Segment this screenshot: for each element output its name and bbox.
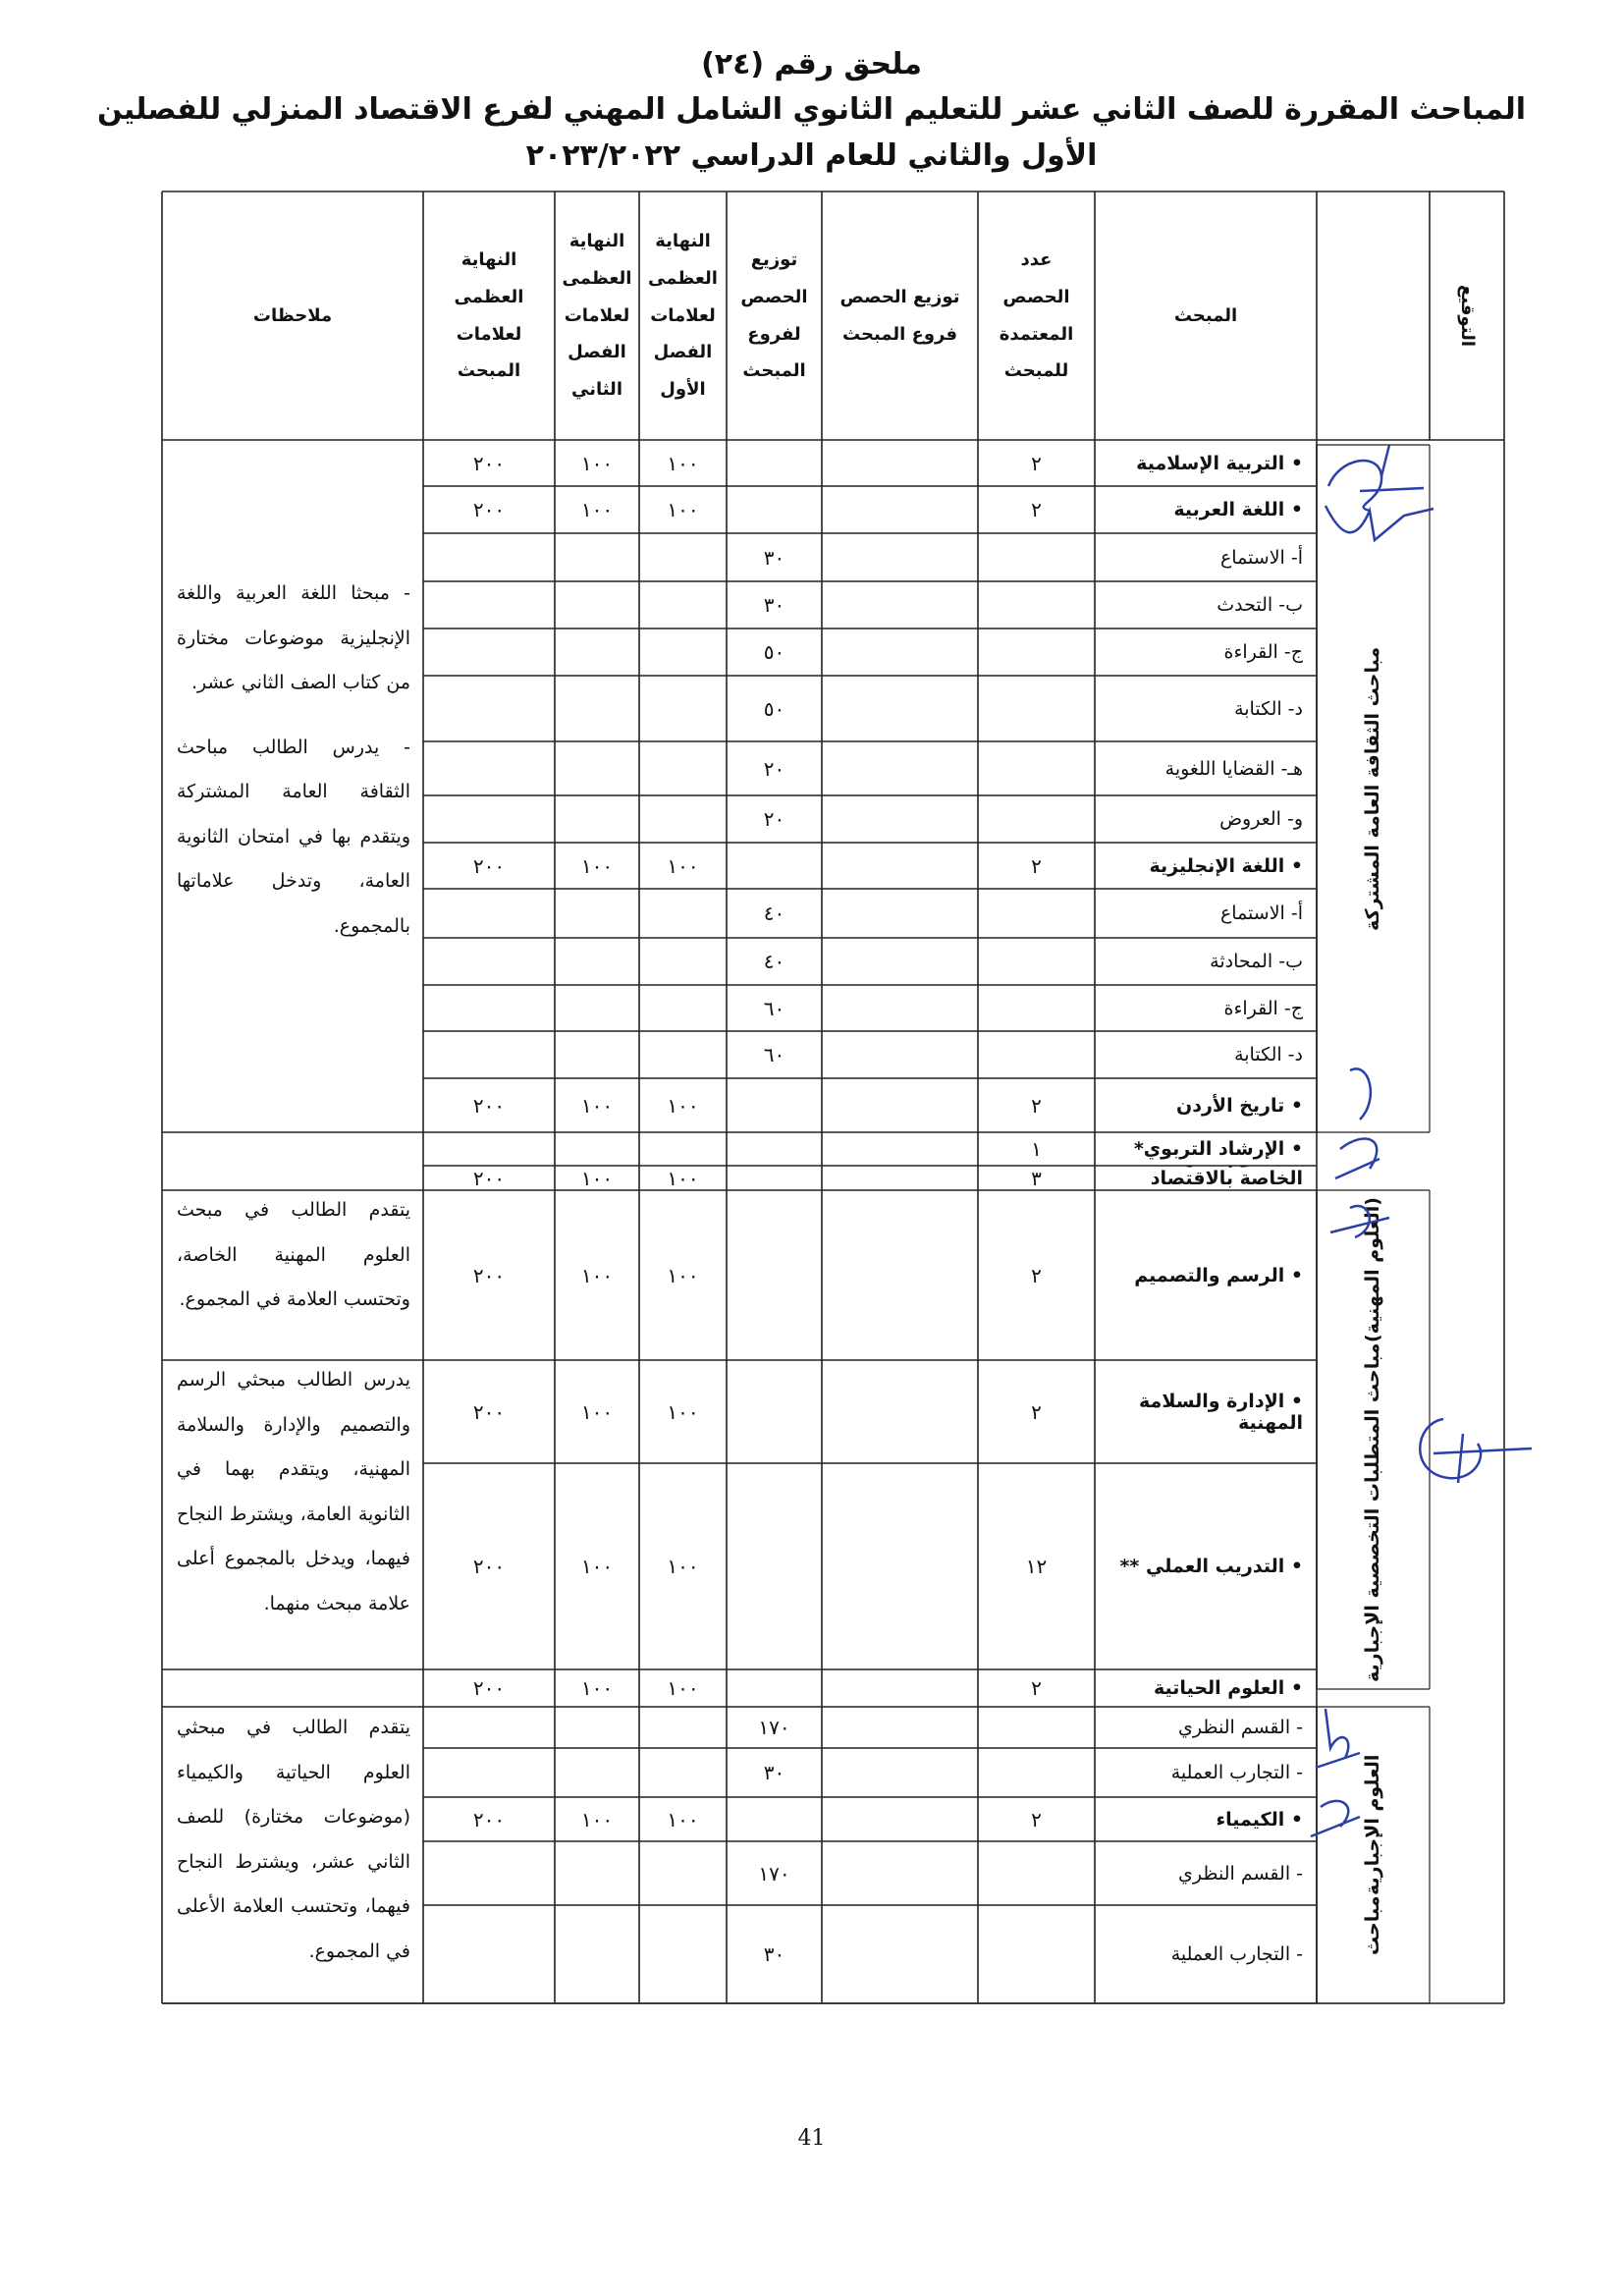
branch-marks-cell: ٤٠: [763, 902, 785, 925]
max-sem2-cell: [555, 533, 639, 581]
max-sem1-cell: ١٠٠: [667, 1093, 699, 1118]
max-sem2-cell: ١٠٠: [580, 451, 614, 475]
note-vocational-science: يتقدم الطالب في مبحث العلوم المهنية الخاصة، وتحتسب العلامة في المجموع.: [177, 1199, 410, 1310]
max-sem2-cell: ١٠٠: [580, 1166, 614, 1190]
max-sem1-cell: [639, 889, 727, 938]
periods-cell: [978, 985, 1095, 1031]
max-sem2-cell: [555, 629, 639, 676]
branch-marks-cell: ٣٠: [763, 545, 785, 570]
page-number: 41: [797, 2126, 826, 2151]
subject-cell: • الرسم والتصميم: [1134, 1264, 1303, 1286]
periods-cell: [978, 1707, 1095, 1748]
max-total-cell: ٢٠٠: [472, 1555, 506, 1578]
branch-marks-cell: [727, 1166, 822, 1190]
group-general-culture: مباحث الثقافة العامة المشتركة: [1361, 646, 1383, 931]
col-max-total-header: النهاية العظمى لعلامات المبحث: [454, 248, 524, 382]
max-total-cell: [423, 1132, 555, 1166]
branch-marks-cell: [727, 1078, 822, 1132]
periods-cell: [978, 795, 1095, 843]
branch-marks-cell: ١٧٠: [758, 1861, 790, 1886]
subject-cell: ج- القراءة: [1223, 997, 1303, 1019]
max-sem2-cell: [555, 1841, 639, 1905]
subject-cell: ب- التحدث: [1217, 594, 1303, 616]
max-sem2-cell: ١٠٠: [580, 1676, 614, 1700]
max-total-cell: ٢٠٠: [472, 853, 506, 878]
max-sem1-cell: ١٠٠: [667, 853, 699, 878]
periods-cell: [978, 889, 1095, 938]
col-max-sem1-header: النهاية العظمى لعلامات الفصل الأول: [648, 231, 718, 401]
branch-marks-cell: ٦٠: [763, 1043, 785, 1066]
max-sem2-cell: [555, 741, 639, 795]
subject-cell: د- الكتابة: [1234, 1044, 1303, 1066]
periods-cell: [978, 533, 1095, 581]
max-sem1-cell: ١٠٠: [667, 1807, 699, 1831]
subject-cell: - القسم النظري: [1178, 1862, 1303, 1885]
periods-cell: [978, 581, 1095, 629]
branch-marks-cell: ٣٠: [763, 1761, 785, 1784]
col-branch-marks-header: توزيع الحصص لفروع المبحث: [740, 248, 808, 382]
col-max-sem2-header: النهاية العظمى لعلامات الفصل الثاني: [562, 231, 632, 401]
max-total-cell: ٢٠٠: [472, 1166, 506, 1190]
max-sem2-cell: ١٠٠: [580, 1093, 614, 1118]
branch-marks-cell: [727, 843, 822, 889]
max-sem2-cell: ١٠٠: [580, 853, 614, 878]
max-sem1-cell: [639, 581, 727, 629]
subject-cell: • الإدارة والسلامة المهنية: [1139, 1390, 1303, 1434]
max-sem2-cell: [555, 938, 639, 985]
subject-cell: • الكيمياء: [1216, 1808, 1303, 1831]
max-total-cell: [423, 795, 555, 843]
max-sem1-cell: [639, 795, 727, 843]
max-sem1-cell: [639, 1707, 727, 1748]
subject-cell: • اللغة الإنجليزية: [1149, 854, 1303, 877]
max-sem1-cell: ١٠٠: [667, 1166, 699, 1190]
note-general-culture: - مبحثا اللغة العربية واللغة الإنجليزية موضوعات مختارة من كتاب الصف الثاني عشر. - يدرس الطالب مباحث الثقافة العامة المشتركة ويتقدم بها في امتحان الثانوية العامة، وتدخل علاماتها بالمجموع.: [177, 582, 410, 937]
subject-cell: - التجارب العملية: [1170, 1943, 1303, 1965]
periods-cell: [978, 938, 1095, 985]
periods-cell: ٢: [1031, 1807, 1042, 1831]
branch-marks-cell: ١٧٠: [758, 1716, 790, 1739]
periods-cell: [978, 1748, 1095, 1797]
col-periods-header: عدد الحصص المعتمدة للمبحث: [999, 248, 1074, 382]
max-total-cell: [423, 1905, 555, 2003]
max-total-cell: [423, 1707, 555, 1748]
max-sem2-cell: ١٠٠: [580, 1555, 614, 1578]
max-sem1-cell: [639, 741, 727, 795]
periods-cell: ٢: [1031, 1399, 1042, 1424]
periods-cell: ٢: [1031, 1676, 1042, 1700]
max-sem1-cell: ١٠٠: [667, 1399, 699, 1424]
subject-cell: الخاصة بالاقتصاد: [1150, 1167, 1303, 1189]
annex-number: ملحق رقم (٢٤): [701, 47, 922, 82]
max-sem2-cell: ١٠٠: [580, 498, 614, 521]
periods-cell: [978, 676, 1095, 741]
max-total-cell: ٢٠٠: [472, 1093, 506, 1118]
subject-cell: • التربية الإسلامية: [1136, 452, 1303, 474]
periods-cell: ٢: [1031, 853, 1042, 878]
periods-cell: [978, 741, 1095, 795]
max-sem1-cell: [639, 1031, 727, 1078]
max-total-cell: ٢٠٠: [472, 1399, 506, 1424]
signature-mark: [1311, 1061, 1438, 1257]
max-total-cell: [423, 629, 555, 676]
branch-marks-cell: ٤٠: [763, 950, 785, 973]
max-sem1-cell: ١٠٠: [667, 1263, 699, 1287]
max-sem2-cell: [555, 1905, 639, 2003]
periods-cell: ٢: [1031, 451, 1042, 475]
max-sem1-cell: [639, 1748, 727, 1797]
branch-marks-cell: [727, 1190, 822, 1360]
periods-cell: ٢: [1031, 498, 1042, 521]
max-sem1-cell: [639, 676, 727, 741]
max-sem1-cell: [639, 629, 727, 676]
subject-cell: - التجارب العملية: [1170, 1762, 1303, 1783]
max-sem2-cell: [555, 581, 639, 629]
max-total-cell: ٢٠٠: [472, 1807, 506, 1831]
max-sem2-cell: ١٠٠: [580, 1263, 614, 1287]
branch-marks-cell: [727, 440, 822, 486]
note-sciences: يتقدم الطالب في مبحثي العلوم الحياتية والكيمياء (موضوعات مختارة) للصف الثاني عشر، ويشترط النجاح فيهما، وتحتسب العلامة الأعلى في المجموع.: [177, 1717, 410, 1962]
max-sem2-cell: ١٠٠: [580, 1807, 614, 1831]
group-specialized-requirements: مباحث المتطلبات التخصصية الإجبارية (العلوم المهنية): [1361, 1197, 1383, 1682]
max-sem1-cell: ١٠٠: [667, 1555, 699, 1578]
branch-marks-cell: ٥٠: [763, 696, 785, 721]
max-total-cell: [423, 1031, 555, 1078]
subject-cell: هـ- القضايا اللغوية: [1164, 757, 1303, 780]
max-total-cell: ٢٠٠: [472, 498, 506, 521]
max-sem2-cell: [555, 1132, 639, 1166]
max-sem2-cell: [555, 795, 639, 843]
branch-marks-cell: [727, 1360, 822, 1463]
max-total-cell: ٢٠٠: [472, 451, 506, 475]
max-total-cell: ٢٠٠: [472, 1263, 506, 1287]
max-total-cell: [423, 581, 555, 629]
periods-cell: [978, 629, 1095, 676]
max-sem1-cell: ١٠٠: [667, 1676, 699, 1700]
subject-cell: أ- الاستماع: [1219, 546, 1303, 569]
max-total-cell: [423, 889, 555, 938]
periods-cell: [978, 1841, 1095, 1905]
max-total-cell: [423, 676, 555, 741]
max-sem1-cell: [639, 533, 727, 581]
branch-marks-cell: ٣٠: [763, 593, 785, 617]
max-total-cell: [423, 1841, 555, 1905]
max-sem1-cell: ١٠٠: [667, 498, 699, 521]
max-sem1-cell: [639, 985, 727, 1031]
branch-marks-cell: ٥٠: [763, 640, 785, 664]
group-mandatory-sciences: مباحث العلوم الإجبارية: [1361, 1755, 1383, 1955]
branch-marks-cell: [727, 1132, 822, 1166]
note-drawing-management: يدرس الطالب مبحثي الرسم والتصميم والإدارة والسلامة المهنية، ويتقدم بهما في الثانوية العامة، ويشترط النجاح فيهما، ويدخل بالمجموع أعلى علامة مبحث منهما.: [177, 1369, 410, 1614]
subject-cell: و- العروض: [1219, 808, 1303, 830]
max-total-cell: [423, 938, 555, 985]
subject-cell: • الإرشاد التربوي*: [1133, 1138, 1303, 1160]
max-sem1-cell: ١٠٠: [667, 451, 699, 475]
periods-cell: ٢: [1031, 1093, 1042, 1118]
max-sem2-cell: ١٠٠: [580, 1399, 614, 1424]
max-sem2-cell: [555, 676, 639, 741]
branch-marks-cell: [727, 486, 822, 533]
subject-cell: د- الكتابة: [1234, 697, 1303, 720]
subject-cell: • تاريخ الأردن: [1176, 1094, 1303, 1117]
branch-marks-cell: ٢٠: [763, 807, 785, 831]
max-total-cell: ٢٠٠: [472, 1676, 506, 1700]
max-total-cell: [423, 985, 555, 1031]
col-signature-header: التوقيع: [1456, 285, 1478, 347]
max-total-cell: [423, 1748, 555, 1797]
periods-cell: ٣: [1031, 1166, 1042, 1190]
max-sem2-cell: [555, 1748, 639, 1797]
subject-cell: - القسم النظري: [1178, 1717, 1303, 1738]
branch-marks-cell: ٦٠: [763, 996, 785, 1020]
branch-marks-cell: ٢٠: [763, 756, 785, 781]
max-sem1-cell: [639, 1841, 727, 1905]
signature-mark: [1394, 1404, 1542, 1493]
signature-mark: [1296, 1699, 1375, 1866]
signature-mark: [1316, 491, 1443, 550]
max-sem1-cell: [639, 1132, 727, 1166]
max-sem1-cell: [639, 938, 727, 985]
periods-cell: ٢: [1031, 1263, 1042, 1287]
periods-cell: ١: [1031, 1137, 1042, 1161]
branch-marks-cell: [727, 1669, 822, 1707]
periods-cell: [978, 1031, 1095, 1078]
max-sem2-cell: [555, 1031, 639, 1078]
max-total-cell: [423, 533, 555, 581]
subject-cell: • اللغة العربية: [1173, 499, 1303, 520]
col-subject-header: المبحث: [1173, 304, 1238, 326]
max-total-cell: [423, 741, 555, 795]
branch-marks-cell: [727, 1463, 822, 1669]
page-subtitle: الأول والثاني للعام الدراسي ٢٠٢٣/٢٠٢٢: [525, 138, 1098, 173]
branch-marks-cell: ٣٠: [763, 1942, 785, 1966]
max-sem2-cell: [555, 1707, 639, 1748]
col-branch-dist-header: توزيع الحصص فروع المبحث: [839, 286, 960, 345]
subject-cell: • التدريب العملي **: [1119, 1556, 1303, 1577]
subject-cell: • العلوم الحياتية: [1154, 1677, 1303, 1699]
subject-cell: ب- المحادثة: [1210, 951, 1303, 972]
page-title: المباحث المقررة للصف الثاني عشر للتعليم الثانوي الشامل المهني لفرع الاقتصاد المنزلي للفصلين: [96, 92, 1527, 127]
max-sem2-cell: [555, 985, 639, 1031]
col-notes-header: ملاحظات: [252, 304, 333, 326]
subject-cell: ج- القراءة: [1223, 641, 1303, 663]
max-sem2-cell: [555, 889, 639, 938]
branch-marks-cell: [727, 1797, 822, 1841]
periods-cell: ١٢: [1025, 1555, 1048, 1578]
subject-cell: أ- الاستماع: [1219, 902, 1303, 924]
max-sem1-cell: [639, 1905, 727, 2003]
periods-cell: [978, 1905, 1095, 2003]
